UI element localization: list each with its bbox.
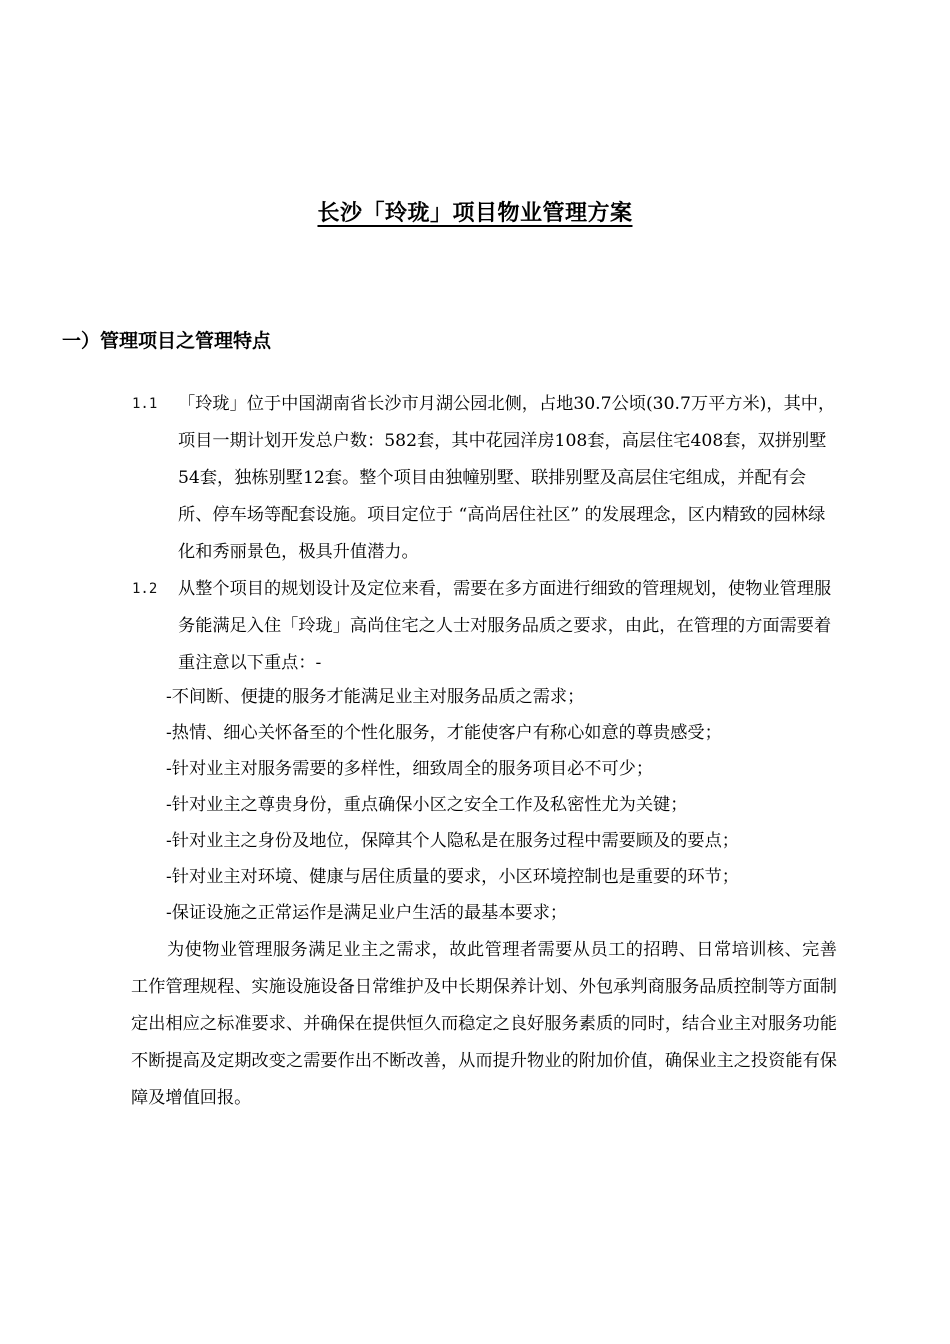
list-item: -保证设施之正常运作是满足业户生活的最基本要求； <box>166 903 568 923</box>
key-points-list <box>166 679 846 931</box>
paragraph-number: 1.1 <box>132 396 158 412</box>
document-title-text: 长沙「玲珑」项目物业管理方案 <box>317 201 633 226</box>
list-item: -热情、细心关怀备至的个性化服务，才能使客户有称心如意的尊贵感受； <box>166 723 722 743</box>
list-item: -针对业主对服务需要的多样性，细致周全的服务项目必不可少； <box>166 759 654 779</box>
list-item: -针对业主之尊贵身份，重点确保小区之安全工作及私密性尤为关键； <box>166 795 688 815</box>
document-title <box>0 196 950 232</box>
paragraph-1-1 <box>132 386 838 571</box>
paragraph-1-2 <box>132 571 838 682</box>
section-heading: 一）管理项目之管理特点 <box>62 330 272 352</box>
list-item: -不间断、便捷的服务才能满足业主对服务品质之需求； <box>166 687 585 707</box>
paragraph-text: 从整个项目的规划设计及定位来看，需要在多方面进行细致的管理规划，使物业管理服务能满足入住「玲珑」高尚住宅之人士对服务品质之要求，由此，在管理的方面需要着重注意以下重点：- <box>178 579 832 673</box>
paragraph-text: 「玲珑」位于中国湖南省长沙市月湖公园北侧，占地30.7公顷(30.7万平方米)，其中，项目一期计划开发总户数：582套，其中花园洋房108套，高层住宅408套，双拼别墅54套，独栋别墅12套。整个项目由独幢别墅、联排别墅及高层住宅组成，并配有会所、停车场等配套设施。项目定位于 “高尚居住社区” 的发展理念，区内精致的园林绿化和秀丽景色，极具升值潜力。 <box>178 394 836 562</box>
list-item: -针对业主对环境、健康与居住质量的要求，小区环境控制也是重要的环节； <box>166 867 739 887</box>
list-item: -针对业主之身份及地位，保障其个人隐私是在服务过程中需要顾及的要点； <box>166 831 739 851</box>
closing-paragraph: 为使物业管理服务满足业主之需求，故此管理者需要从员工的招聘、日常培训核、完善工作管理规程、实施设施设备日常维护及中长期保养计划、外包承判商服务品质控制等方面制定出相应之标准要求、并确保在提供恒久而稳定之良好服务素质的同时，结合业主对服务功能不断提高及定期改变之需要作出不断改善，从而提升物业的附加价值，确保业主之投资能有保障及增值回报。 <box>131 940 837 1108</box>
paragraph-number: 1.2 <box>132 581 158 597</box>
